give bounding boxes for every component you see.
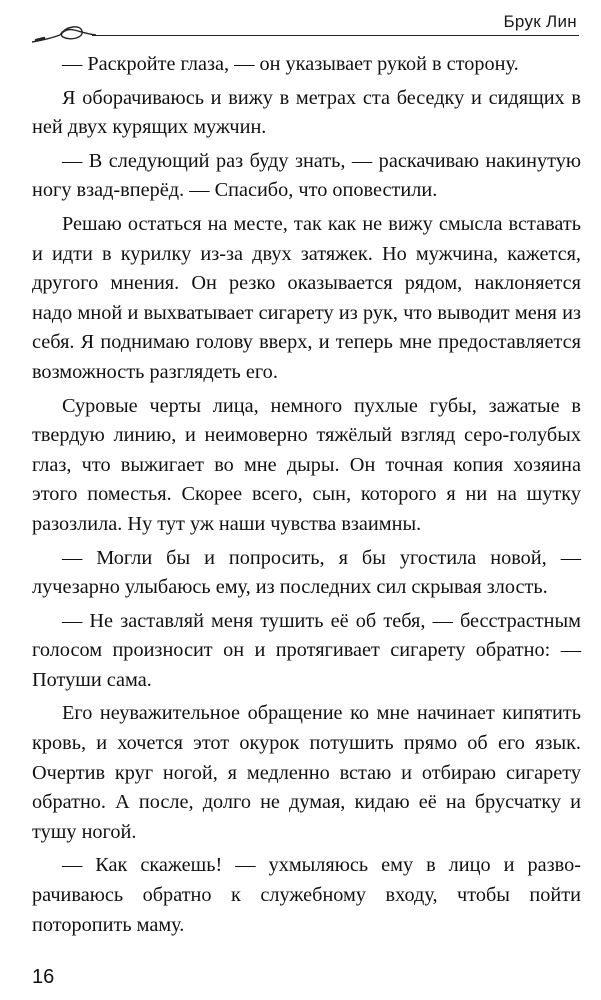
paragraph: — Не заставляй меня тушить её об тебя, — бесстрастным голосом произносит он и протягивает сигарету обратно: — Потуши сама. xyxy=(32,609,581,691)
paragraph: — Как скажешь! — ухмыляюсь ему в лицо и разворачиваюсь обратно к служебному входу, чтобы пойти поторопить маму. xyxy=(32,854,581,936)
paragraph: Его неуважительное обращение ко мне начинает кипятить кровь, и хочется этот окурок потушить прямо об его язык. Очертив круг ногой, я медленно встаю и отбираю сигарету обратно. А после, долго не думая, кидаю её на брусчатку и тушу ногой. xyxy=(32,702,581,843)
paragraph: Суровые черты лица, немного пухлые губы, зажатые в твердую линию, и неимоверно тяжёлый взгляд серо-голубых глаз, что выжигает во мне дыры. Он точная копия хозяина этого поместья. Скорее всего, сын, которого я ни на шутку разозлила. Ну тут уж наши чувства взаимны. xyxy=(32,394,581,535)
flourish-ornament-icon xyxy=(30,20,102,46)
page-number: 16 xyxy=(32,966,55,988)
paragraph: — В следующий раз буду знать, — раскачиваю накинутую ногу взад-вперёд. — Спасибо, что оповестили. xyxy=(32,149,581,202)
running-head-author: Брук Лин xyxy=(503,12,577,31)
page-header xyxy=(30,6,579,42)
paragraph: — Могли бы и попросить, я бы угостила новой, — лучезарно улыбаюсь ему, из последних сил скрывая злость. xyxy=(32,546,581,599)
paragraph: Я оборачиваюсь и вижу в метрах ста беседку и сидящих в ней двух курящих мужчин. xyxy=(32,86,581,139)
header-rule xyxy=(92,35,579,36)
paragraph: — Раскройте глаза, — он указывает рукой в сторону. xyxy=(62,53,519,75)
paragraph: Решаю остаться на месте, так как не вижу смысла вставать и идти в курилку из-за двух затяжек. Но мужчина, кажется, другого мнения. Он резко оказывается рядом, наклоняется надо мной и выхватывает сигарету из рук, что выводит меня из себя. Я поднимаю голову вверх, и теперь мне предоставляется возможность разглядеть его. xyxy=(32,212,581,383)
body-text xyxy=(32,50,581,944)
